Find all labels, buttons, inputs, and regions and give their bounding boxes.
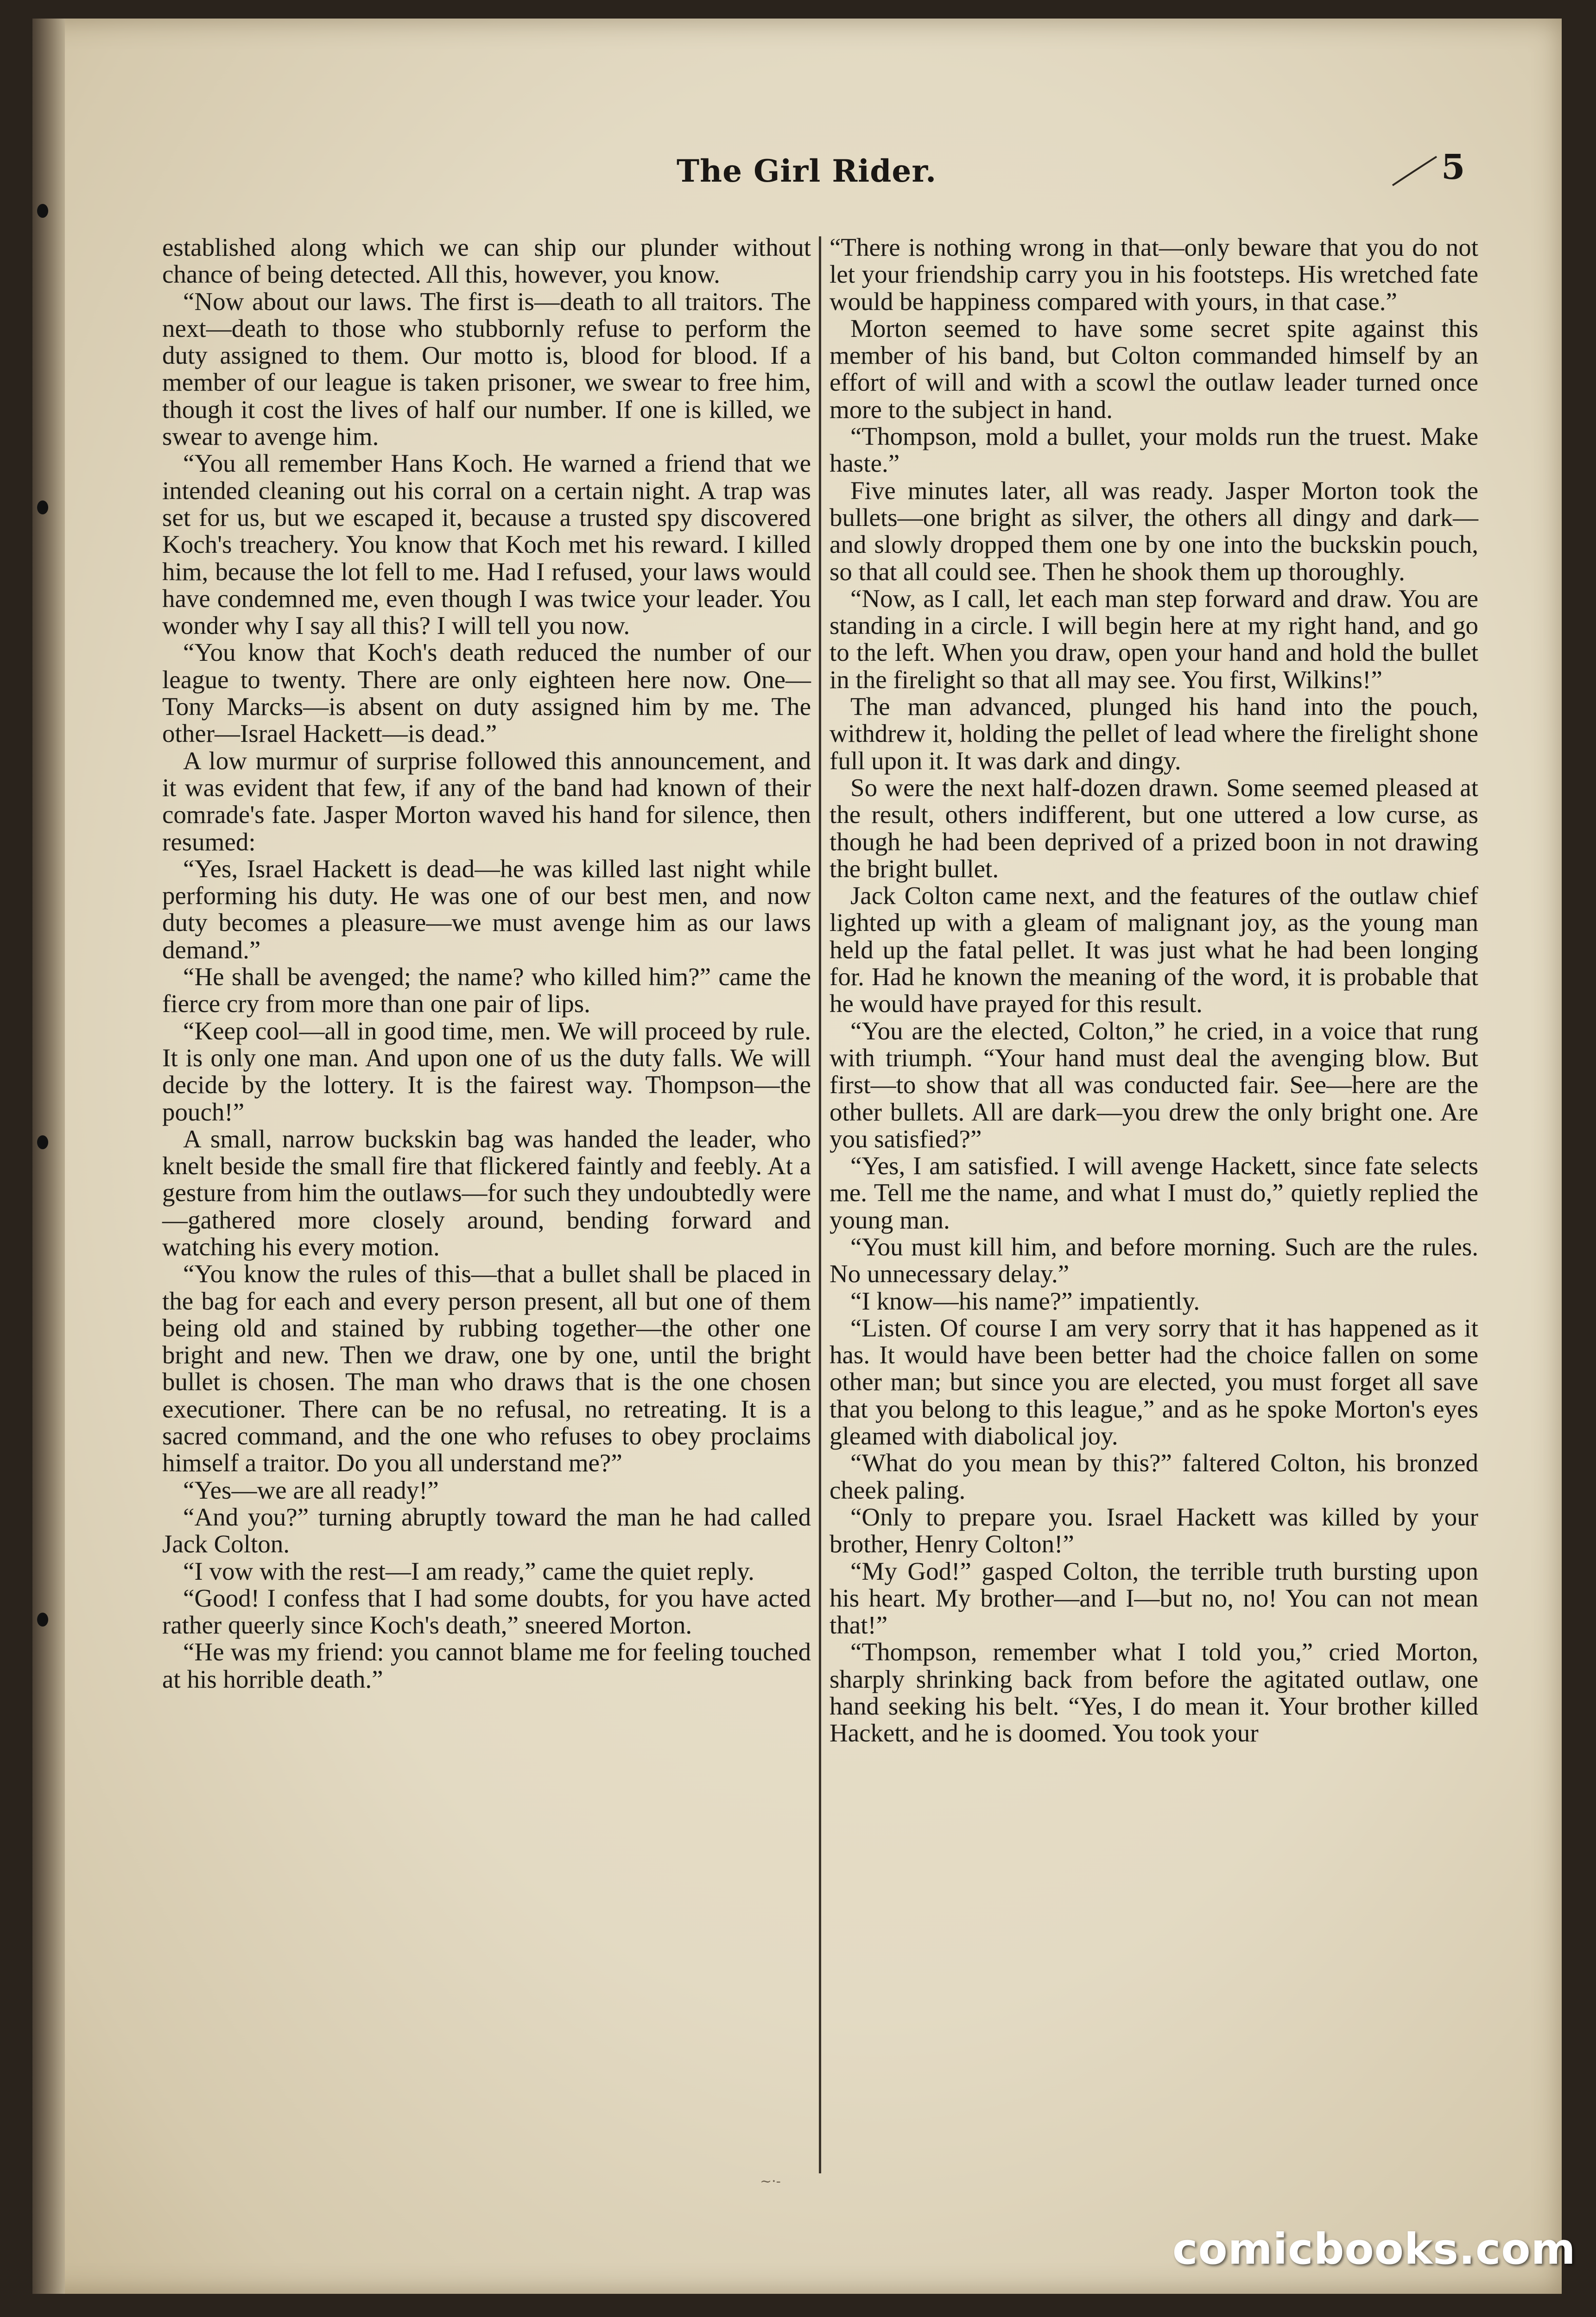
paragraph: “I know—his name?” impatiently. xyxy=(850,1286,1200,1315)
stitch-mark xyxy=(37,500,48,514)
paragraph: “You all remember Hans Koch. He warned a friend that we intended cleaning out his corral on a certain night. A trap was set for us, but we escaped it, because a trusted spy discovered Koch's treachery. You know that Koch met his reward. I killed him, because the lot fell to me. Had I refused, your laws would have condemned me, even though I was twice your leader. You wonder why I say all this? I will tell you now. xyxy=(162,449,811,640)
watermark: comicbooks.com xyxy=(1172,2224,1576,2274)
stitch-mark xyxy=(37,204,48,218)
binding-spine xyxy=(32,19,65,2294)
paragraph: “Yes, Israel Hackett is dead—he was killed last night while performing his duty. He was one of our best men, and now duty becomes a pleasure—we must avenge him as our laws demand.” xyxy=(162,854,811,964)
text-column-right xyxy=(830,234,1478,1747)
paragraph: “He shall be avenged; the name? who killed him?” came the fierce cry from more than one pair of lips. xyxy=(162,962,811,1018)
page-title: The Girl Rider. xyxy=(677,153,937,189)
paragraph: Jack Colton came next, and the features of the outlaw chief lighted up with a gleam of malignant joy, as the young man held up the fatal pellet. It was just what he had been longing for. Had he known the meaning of the word, it is probable that he would have prayed for this result. xyxy=(830,881,1478,1018)
paragraph: “You must kill him, and before morning. Such are the rules. No unnecessary delay.” xyxy=(830,1232,1478,1288)
paragraph: “Good! I confess that I had some doubts, for you have acted rather queerly since Koch's death,” sneered Morton. xyxy=(162,1583,811,1640)
paragraph: “Now about our laws. The first is—death to all traitors. The next—death to those who stubbornly refuse to perform the duty assigned to them. Our motto is, blood for blood. If a member of our league is taken prisoner, we swear to free him, though it cost the lives of half our number. If one is killed, we swear to avenge him. xyxy=(162,287,811,451)
stitch-mark xyxy=(37,1613,48,1627)
paragraph: “Yes—we are all ready!” xyxy=(183,1475,439,1504)
text-column-left xyxy=(162,234,811,1693)
paragraph: “You know the rules of this—that a bullet shall be placed in the bag for each and every person present, all but one of them being old and stained by rubbing together—the other one bright and new. Then we draw, one by one, until the bright bullet is chosen. The man who draws that is the one chosen executioner. There can be no refusal, no retreating. It is a sacred command, and the one who refuses to obey proclaims himself a traitor. Do you all understand me?” xyxy=(162,1260,811,1477)
paragraph: “Listen. Of course I am very sorry that it has happened as it has. It would have been better had the choice fallen on some other man; but since you are elected, you must forget all save that you belong to this league,” and as he spoke Morton's eyes gleamed with diabolical joy. xyxy=(830,1313,1478,1450)
paragraph: “Thompson, mold a bullet, your molds run the truest. Make haste.” xyxy=(830,422,1478,478)
pencil-mark-icon xyxy=(1390,153,1441,190)
paragraph: Five minutes later, all was ready. Jasper Morton took the bullets—one bright as silver, the others all dingy and dark—and slowly dropped them one by one into the buckskin pouch, so that all could see. Then he shook them up thoroughly. xyxy=(830,476,1478,586)
paragraph: A small, narrow buckskin bag was handed the leader, who knelt beside the small fire that flickered faintly and feebly. At a gesture from him the outlaws—for such they undoubtedly were—gathered more closely around, bending forward and watching his every motion. xyxy=(162,1124,811,1261)
paragraph: So were the next half-dozen drawn. Some seemed pleased at the result, others indifferent, but one uttered a low curse, as though he had been deprived of a prized boon in not drawing the bright bullet. xyxy=(830,773,1478,883)
paragraph: “My God!” gasped Colton, the terrible truth bursting upon his heart. My brother—and I—but no, no! You can not mean that!” xyxy=(830,1557,1478,1640)
paragraph: A low murmur of surprise followed this announcement, and it was evident that few, if any of the band had known of their comrade's fate. Jasper Morton waved his hand for silence, then resumed: xyxy=(162,746,811,856)
paragraph: “There is nothing wrong in that—only beware that you do not let your friendship carry you in his footsteps. His wretched fate would be happiness compared with yours, in that case.” xyxy=(830,233,1478,316)
page-number: 5 xyxy=(1441,147,1465,187)
stitch-mark xyxy=(37,1135,48,1149)
paragraph: “Only to prepare you. Israel Hackett was killed by your brother, Henry Colton!” xyxy=(830,1502,1478,1558)
printer-mark: ~·- xyxy=(760,2173,781,2190)
column-divider xyxy=(819,236,821,2173)
paragraph: “Thompson, remember what I told you,” cried Morton, sharply shrinking back from before the agitated outlaw, one hand seeking his belt. “Yes, I do mean it. Your brother killed Hackett, and he is doomed. You took your xyxy=(830,1638,1478,1747)
paragraph: “I vow with the rest—I am ready,” came the quiet reply. xyxy=(183,1557,754,1585)
paragraph: “And you?” turning abruptly toward the man he had called Jack Colton. xyxy=(162,1502,811,1558)
paragraph: “Keep cool—all in good time, men. We will proceed by rule. It is only one man. And upon one of us the duty falls. We will decide by the lottery. It is the fairest way. Thompson—the pouch!” xyxy=(162,1016,811,1126)
paragraph: established along which we can ship our plunder without chance of being detected. All this, however, you know. xyxy=(162,233,811,289)
paragraph: “Yes, I am satisfied. I will avenge Hackett, since fate selects me. Tell me the name, and what I must do,” quietly replied the young man. xyxy=(830,1152,1478,1234)
paragraph: “Now, as I call, let each man step forward and draw. You are standing in a circle. I will begin here at my right hand, and go to the left. When you draw, open your hand and hold the bullet in the firelight so that all may see. You first, Wilkins!” xyxy=(830,584,1478,694)
paragraph: “You are the elected, Colton,” he cried, in a voice that rung with triumph. “Your hand must deal the avenging blow. But first—to show that all was conducted fair. See—here are the other bullets. All are dark—you drew the only bright one. Are you satisfied?” xyxy=(830,1016,1478,1153)
paragraph: Morton seemed to have some secret spite against this member of his band, but Colton commanded himself by an effort of will and with a scowl the outlaw leader turned once more to the subject in hand. xyxy=(830,314,1478,424)
paragraph: “You know that Koch's death reduced the number of our league to twenty. There are only eighteen here now. One—Tony Marcks—is absent on duty assigned him by me. The other—Israel Hackett—is dead.” xyxy=(162,638,811,748)
paragraph: “He was my friend: you cannot blame me for feeling touched at his horrible death.” xyxy=(162,1638,811,1693)
paragraph: “What do you mean by this?” faltered Colton, his bronzed cheek paling. xyxy=(830,1449,1478,1504)
paragraph: The man advanced, plunged his hand into the pouch, withdrew it, holding the pellet of lead where the firelight shone full upon it. It was dark and dingy. xyxy=(830,692,1478,775)
